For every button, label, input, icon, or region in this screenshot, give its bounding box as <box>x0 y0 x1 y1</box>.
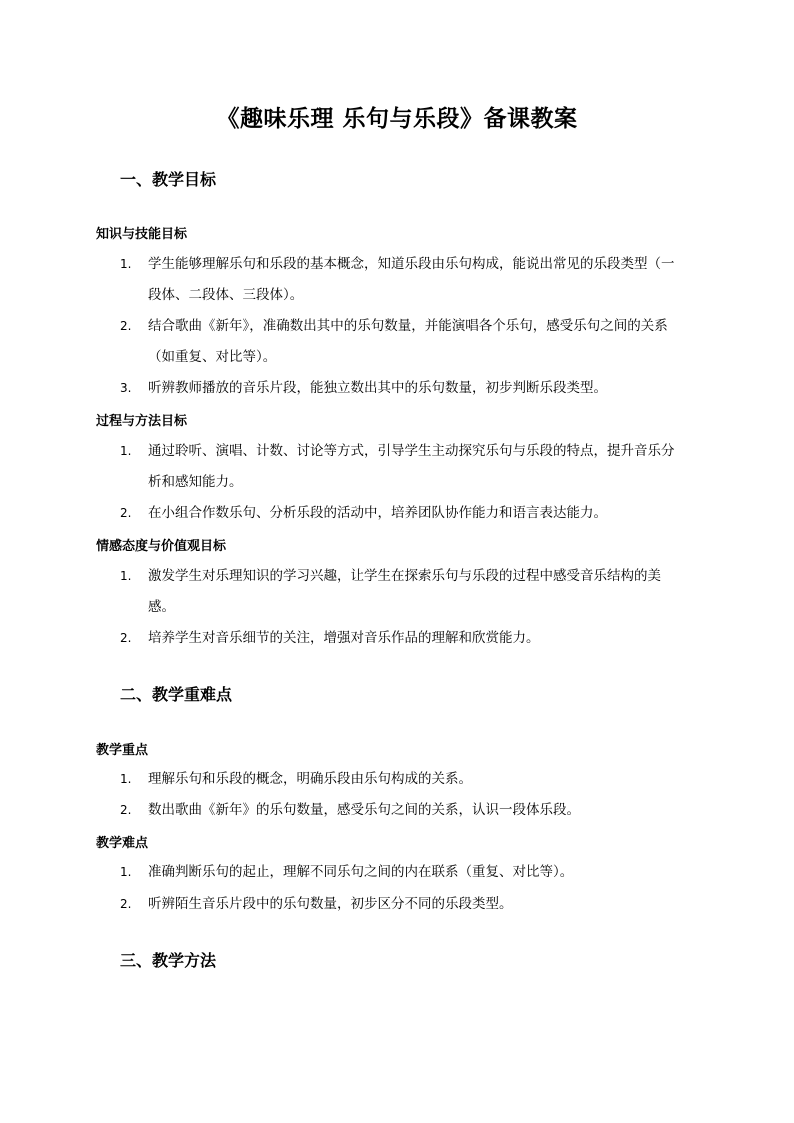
list-item <box>120 889 680 920</box>
list-item-text: 理解乐句和乐段的概念，明确乐段由乐句构成的关系。 <box>148 771 472 787</box>
list-item <box>120 373 680 404</box>
document-title: 《趣味乐理 乐句与乐段》备课教案 <box>216 106 578 132</box>
list-item-text: 听辨教师播放的音乐片段，能独立数出其中的乐句数量，初步判断乐段类型。 <box>148 380 607 396</box>
list-item <box>120 764 680 795</box>
list-item <box>120 249 680 311</box>
list-item <box>120 311 680 373</box>
list-item-number: 1. <box>120 772 132 786</box>
list-item-number: 1. <box>120 444 132 458</box>
list-item-number: 2. <box>120 803 132 817</box>
list-item-number: 2. <box>120 506 132 520</box>
list-item <box>120 561 680 623</box>
list-item-text: 激发学生对乐理知识的学习兴趣，让学生在探索乐句与乐段的过程中感受音乐结构的美感。 <box>148 568 661 615</box>
list-item-text: 数出歌曲《新年》的乐句数量，感受乐句之间的关系，认识一段体乐段。 <box>148 802 580 818</box>
list-item <box>120 857 680 888</box>
list-item <box>120 436 680 498</box>
list-item-number: 3. <box>120 381 132 395</box>
list-item-text: 培养学生对音乐细节的关注，增强对音乐作品的理解和欣赏能力。 <box>148 630 540 646</box>
section-heading-key-points: 二、教学重难点 <box>120 685 233 704</box>
list-item <box>120 795 680 826</box>
list-item <box>120 623 680 654</box>
list-item-number: 2. <box>120 897 132 911</box>
list-item-number: 2. <box>120 319 132 333</box>
list-item-number: 1. <box>120 569 132 583</box>
list-item-text: 学生能够理解乐句和乐段的基本概念，知道乐段由乐句构成，能说出常见的乐段类型（一段体、二段体、三段体）。 <box>148 256 675 303</box>
list-item-number: 1. <box>120 257 132 271</box>
subheading-knowledge-skills: 知识与技能目标 <box>96 227 188 242</box>
subheading-key-focus: 教学重点 <box>96 743 149 758</box>
subheading-process-methods: 过程与方法目标 <box>96 414 188 429</box>
list-item-text: 通过聆听、演唱、计数、讨论等方式，引导学生主动探究乐句与乐段的特点，提升音乐分析和感知能力。 <box>148 443 675 490</box>
list-item-text: 准确判断乐句的起止，理解不同乐句之间的内在联系（重复、对比等）。 <box>148 864 574 880</box>
list-item-text: 在小组合作数乐句、分析乐段的活动中，培养团队协作能力和语言表达能力。 <box>148 505 607 521</box>
list-item-text: 结合歌曲《新年》，准确数出其中的乐句数量，并能演唱各个乐句，感受乐句之间的关系（如重复、对比等）。 <box>148 318 668 365</box>
section-heading-methods: 三、教学方法 <box>120 951 217 970</box>
subheading-emotions-values: 情感态度与价值观目标 <box>96 539 227 554</box>
list-item-number: 2. <box>120 631 132 645</box>
section-heading-objectives: 一、教学目标 <box>120 170 217 189</box>
list-item-text: 听辨陌生音乐片段中的乐句数量，初步区分不同的乐段类型。 <box>148 896 513 912</box>
subheading-difficulties: 教学难点 <box>96 836 149 851</box>
list-item-number: 1. <box>120 865 132 879</box>
list-item <box>120 498 680 529</box>
